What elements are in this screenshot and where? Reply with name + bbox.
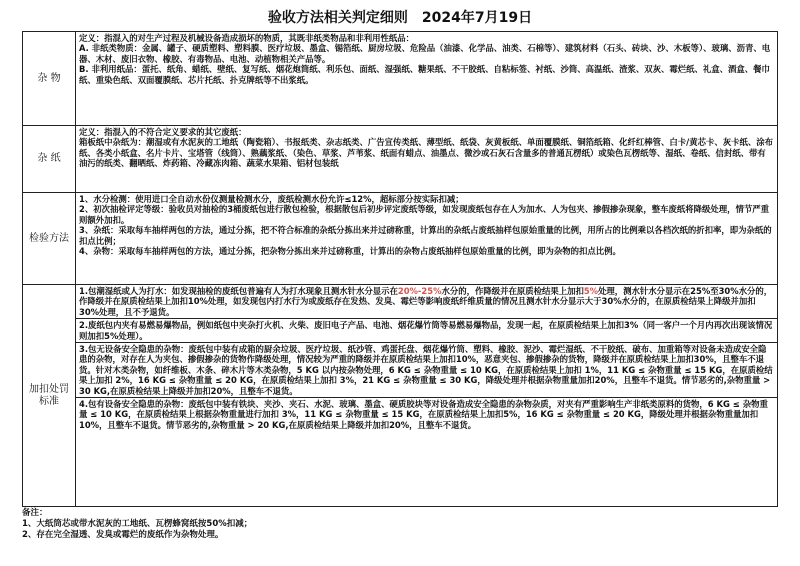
method-mixed-paper: 3、杂纸：采取每车抽样两包的方法，通过分拣，把不符合标准的杂纸分拣出来并过磅称重，计算出的杂纸占废纸抽样包原始重量的比例，用所占的比例乘以各档次纸的折扣率，即为杂纸的扣点比例； (79, 225, 772, 246)
penalty-safe-sundries: 3.包无设备安全隐患的杂物：废纸包中装有成箱的厨余垃圾、医疗垃圾、纸沙管、鸡蛋托盘、烟花爆竹筒、塑料、橡胶、泥沙、霉烂湿纸、不干胶纸、破布、加重箱等对设备未造成安全隐患的杂物，对存在人为夹包、掺假掺杂的货物作降级处理，情况较为严重的降级并在原质检结果上加扣10%，恶意夹包、掺假掺杂的货物，降级并在原质检结果上加扣30%，且整车不退货。针对木类杂物，如纤维板、木条、碎木片等木类杂物，5 KG 以内按杂物处理，6 KG ≤ 杂物重量 ≤ 10 KG，在原质检结果上加扣 1%，11 KG ≤ 杂物重量 ≤ 15 KG，在原质检结果上加扣 2%，16 KG ≤ 杂物重量 ≤ 20 KG，在原质检结果上加扣 3%，21 KG ≤ 杂物重量 ≤ 30 KG，降级处理并根据杂物重量加扣20%，且整车不退货。情节恶劣的,杂物重量 > 30 KG,在原质检结果上降级并加扣20%，且整车不退货。 (76, 343, 777, 398)
category-inspection-method: 检验方法 (23, 193, 76, 285)
table-row-sundries (23, 32, 778, 126)
table-row-mixed-paper (23, 126, 778, 193)
penalty-hazard-sundries: 4.包有设备安全隐患的杂物：废纸包中装有铁块、夹沙、夹石、水泥、玻璃、墨盒、硬质胶块等对设备造成安全隐患的杂物杂质，对夹有严重影响生产非纸类原料的货物，6 KG ≤ 杂物重量 ≤ 10 KG，在原质检结果上根据杂物重量进行加扣 3%，11 KG ≤ 杂物重量 ≤ 15 KG，在原质检结果上加扣5%，16 KG ≤ 杂物重量 ≤ 20 KG，降级处理并根据杂物重量加扣10%，且整车不退货。情节恶劣的,杂物重量 > 20 KG,在原质检结果上降级并加扣20%，且整车不退货。 (79, 399, 768, 430)
penalty-wet-paper-mid: 水分的，作降级并在原质检结果上加扣 (441, 286, 584, 296)
sundries-nonpaper: A. 非纸类物质：金属、罐子、硬质塑料、塑料膜、医疗垃圾、墨盒、锡箔纸、厨房垃圾、危险品（油漆、化学品、油类、石棉等）、建筑材料（石头、砖块、沙、木板等）、玻璃、沥青、电器、木材、废旧衣物、橡胶、有毒物品、电池、动植物相关产品等。 (79, 43, 771, 64)
penalty-wet-paper-rate: 5% (583, 286, 599, 296)
category-mixed-paper: 杂 纸 (23, 126, 76, 193)
method-moisture: 1、水分检测：使用进口全自动水份仪测量检测水分，废纸检测水份允许≤12%，超标部分按实际扣减； (79, 194, 464, 204)
method-sundries: 4、杂物：采取每车抽样两包的方法，通过分拣，把杂物分拣出来并过磅称重，计算出的杂物占废纸抽样包原始重量的比例，即为杂物的扣点比例。 (79, 246, 621, 257)
method-grading: 2、初次抽检评定等级：验收员对抽检的3桶废纸包进行散包检验，根据散包后初步评定废纸等级，如发现废纸包存在人为加水、人为包夹、掺假掺杂现象，整车废纸将降级处理，情节严重则额外加扣。 (79, 204, 770, 225)
table-row-inspection-method (23, 193, 778, 285)
notes (22, 508, 778, 541)
content-mixed-paper (76, 126, 778, 193)
penalty-wet-paper (76, 285, 777, 319)
mixed-paper-list: 箱板纸中杂纸为：潮湿或有水泥灰的工地纸（陶瓷箱）、书报纸类、杂志纸类、广告宣传类纸、薄型纸、纸袋、灰黄板纸、单面覆膜纸、铜箔纸箱、化纤红棒管、白卡/黄芯卡、灰卡纸、涂布纸、各类小纸盒、名片卡片、宝塔管（线筒）、熟藕浆纸、（染色、草浆、芦苇浆、纸面有蜡点、油墨点、微沙或石灰石含量多的普通瓦楞纸）或染色瓦楞纸等、湿纸、卷纸、信封纸、带有油污的纸类、翻晒纸、炸药箱、冷藏冻肉箱、蔬菜水果箱、铝材包装纸 (79, 137, 773, 169)
penalty-wet-paper-range: 20%-25% (397, 286, 442, 296)
sundries-definition: 定义：指混入的对生产过程及机械设备造成损坏的物质，其既非纸类物品和非利用性纸品： (79, 33, 414, 43)
sundries-nonusable: B. 非利用纸品：蛋托、纸角、蜡纸、壁纸、复写纸、烟花炮筒纸、利乐包、面纸、湿强纸、糖果纸、不干胶纸、自粘标签、衬纸、沙筒、高温纸、渣浆、双灰、霉烂纸、礼盒、酒盒、餐巾纸、重染色纸、双面覆膜纸、芯片托纸、扑克牌纸等不出浆纸。 (79, 64, 770, 85)
note-2: 2、存在完全湿透、发臭或霉烂的废纸作为杂物处理。 (22, 530, 224, 540)
document-title: 验收方法相关判定细则 2024年7月19日 (267, 10, 533, 26)
category-penalty: 加扣处罚标准 (23, 285, 76, 507)
content-inspection-method (76, 193, 778, 285)
rules-table (22, 31, 778, 507)
mixed-paper-definition: 定义：指混入的不符合定义要求的其它废纸： (79, 127, 247, 137)
note-1: 1、大纸筒芯或带水泥灰的工地纸、瓦楞蜂窝纸按50%扣减； (22, 519, 253, 529)
penalty-wet-paper-pre: 1.包潮湿纸或人为打水：如发现抽检的废纸包普遍有人为打水现象且测水针水分显示在 (79, 286, 398, 296)
table-row-penalty (23, 285, 778, 507)
penalty-wet-paper-post: 处理，测水针水分显示在25%至30%水分的，作降级并在原质检结果上加扣10%处理，如发现包内打水行为或废纸存在发热、发臭、霉烂等影响废纸纤维质量的情况且测水针水分显示大于30%水分的，在原质检结果上降级并加扣30%处理，且不予退货。 (79, 286, 773, 317)
notes-label: 备注： (22, 508, 48, 518)
content-penalty (76, 285, 778, 507)
content-sundries (76, 32, 778, 126)
category-sundries: 杂 物 (23, 32, 76, 126)
penalty-flammables: 2.废纸包内夹有易燃易爆物品，例如纸包中夹杂打火机、火柴、废旧电子产品、电池、烟花爆竹筒等易燃易爆物品，发现一起，在原质检结果上加扣3%（同一客户一个月内再次出现该情况则加扣5%处理）。 (76, 319, 777, 343)
